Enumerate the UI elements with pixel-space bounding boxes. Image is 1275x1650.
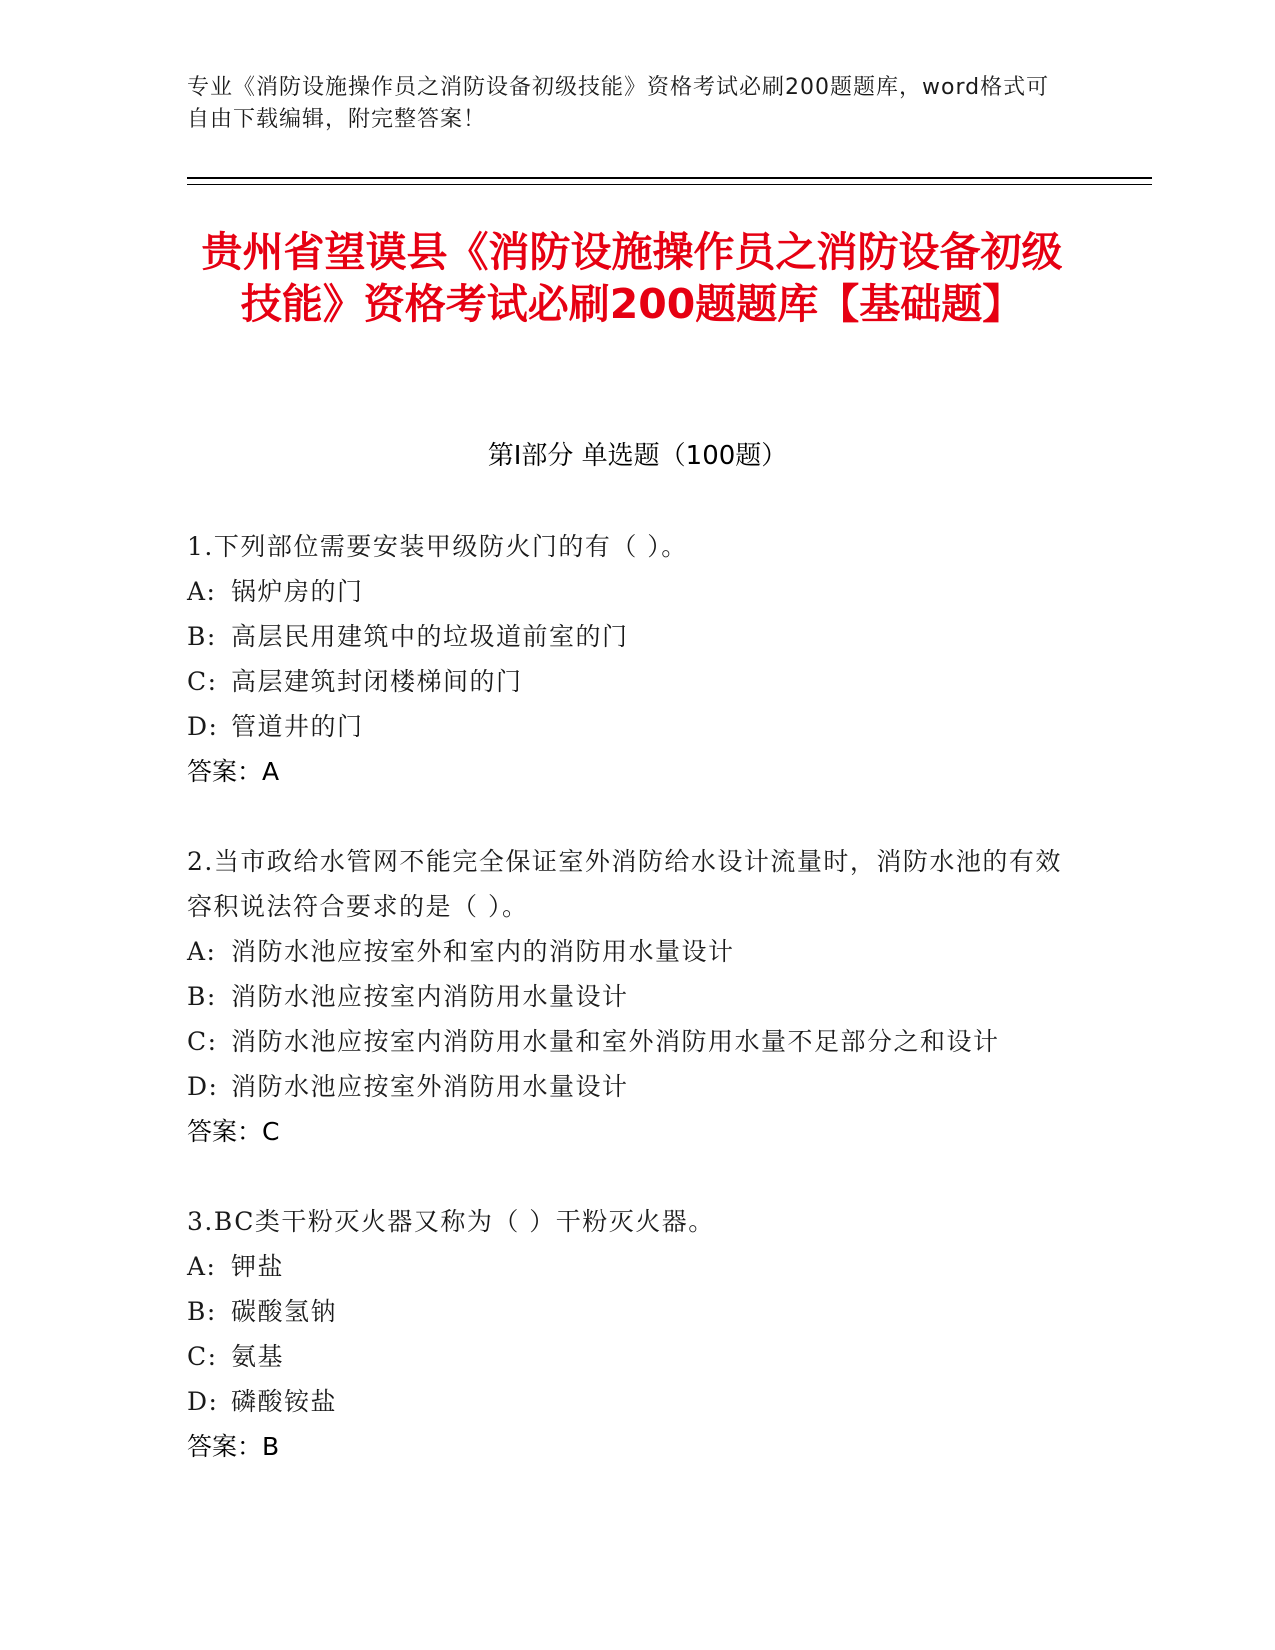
option-label: A: [187,1252,217,1281]
question-stem: 3.BC类干粉灭火器又称为（ ）干粉灭火器。 [187,1207,715,1236]
option-text: 高层民用建筑中的垃圾道前室的门 [231,622,629,651]
option-a [187,929,1087,974]
option-text: 钾盐 [231,1252,285,1281]
option-text: 锅炉房的门 [231,577,364,606]
option-label: C: [187,1342,218,1371]
option-text: 消防水池应按室内消防用水量和室外消防用水量不足部分之和设计 [231,1027,1000,1056]
header-note: 专业《消防设施操作员之消防设备初级技能》资格考试必刷200题题库，word格式可自由下载编辑，附完整答案！ [187,75,1050,132]
option-label: D: [187,712,219,741]
question-list [187,524,1087,1514]
option-c [187,1334,1087,1379]
document-title: 贵州省望谟县《消防设施操作员之消防设备初级技能》资格考试必刷200题题库【基础题】 [201,228,1063,328]
answer-prefix: 答案： [187,1432,263,1461]
answer-line [187,1109,1087,1154]
header-divider-thin [187,184,1152,185]
option-label: C: [187,1027,218,1056]
option-text: 消防水池应按室内消防用水量设计 [231,982,629,1011]
question-1 [187,524,1087,794]
option-label: D: [187,1072,219,1101]
option-text: 碳酸氢钠 [231,1297,338,1326]
option-text: 管道井的门 [231,712,364,741]
option-a [187,1244,1087,1289]
answer-value: B [262,1432,280,1461]
option-c [187,1019,1087,1064]
answer-prefix: 答案： [187,1117,263,1146]
answer-line [187,749,1087,794]
option-label: B: [187,1297,217,1326]
option-d [187,1379,1087,1424]
option-label: C: [187,667,218,696]
option-text: 氨基 [231,1342,285,1371]
section-title: 第I部分 单选题（100题） [487,441,788,471]
question-3 [187,1199,1087,1469]
question-stem: 1.下列部位需要安装甲级防火门的有（ ）。 [187,532,688,561]
option-text: 消防水池应按室外消防用水量设计 [231,1072,629,1101]
option-text: 高层建筑封闭楼梯间的门 [231,667,523,696]
option-b [187,1289,1087,1334]
answer-line [187,1424,1087,1469]
option-label: A: [187,937,217,966]
option-d [187,1064,1087,1109]
option-b [187,974,1087,1019]
answer-value: A [262,757,280,786]
option-label: B: [187,622,217,651]
answer-prefix: 答案： [187,757,263,786]
answer-value: C [262,1117,280,1146]
header-divider-thick [187,177,1152,179]
option-d [187,704,1087,749]
option-a [187,569,1087,614]
option-text: 消防水池应按室外和室内的消防用水量设计 [231,937,735,966]
option-text: 磷酸铵盐 [231,1387,338,1416]
option-label: B: [187,982,217,1011]
question-stem: 2.当市政给水管网不能完全保证室外消防给水设计流量时，消防水池的有效容积说法符合要求的是（ ）。 [187,847,1062,921]
option-c [187,659,1087,704]
question-2 [187,839,1087,1154]
option-label: D: [187,1387,219,1416]
option-b [187,614,1087,659]
option-label: A: [187,577,217,606]
